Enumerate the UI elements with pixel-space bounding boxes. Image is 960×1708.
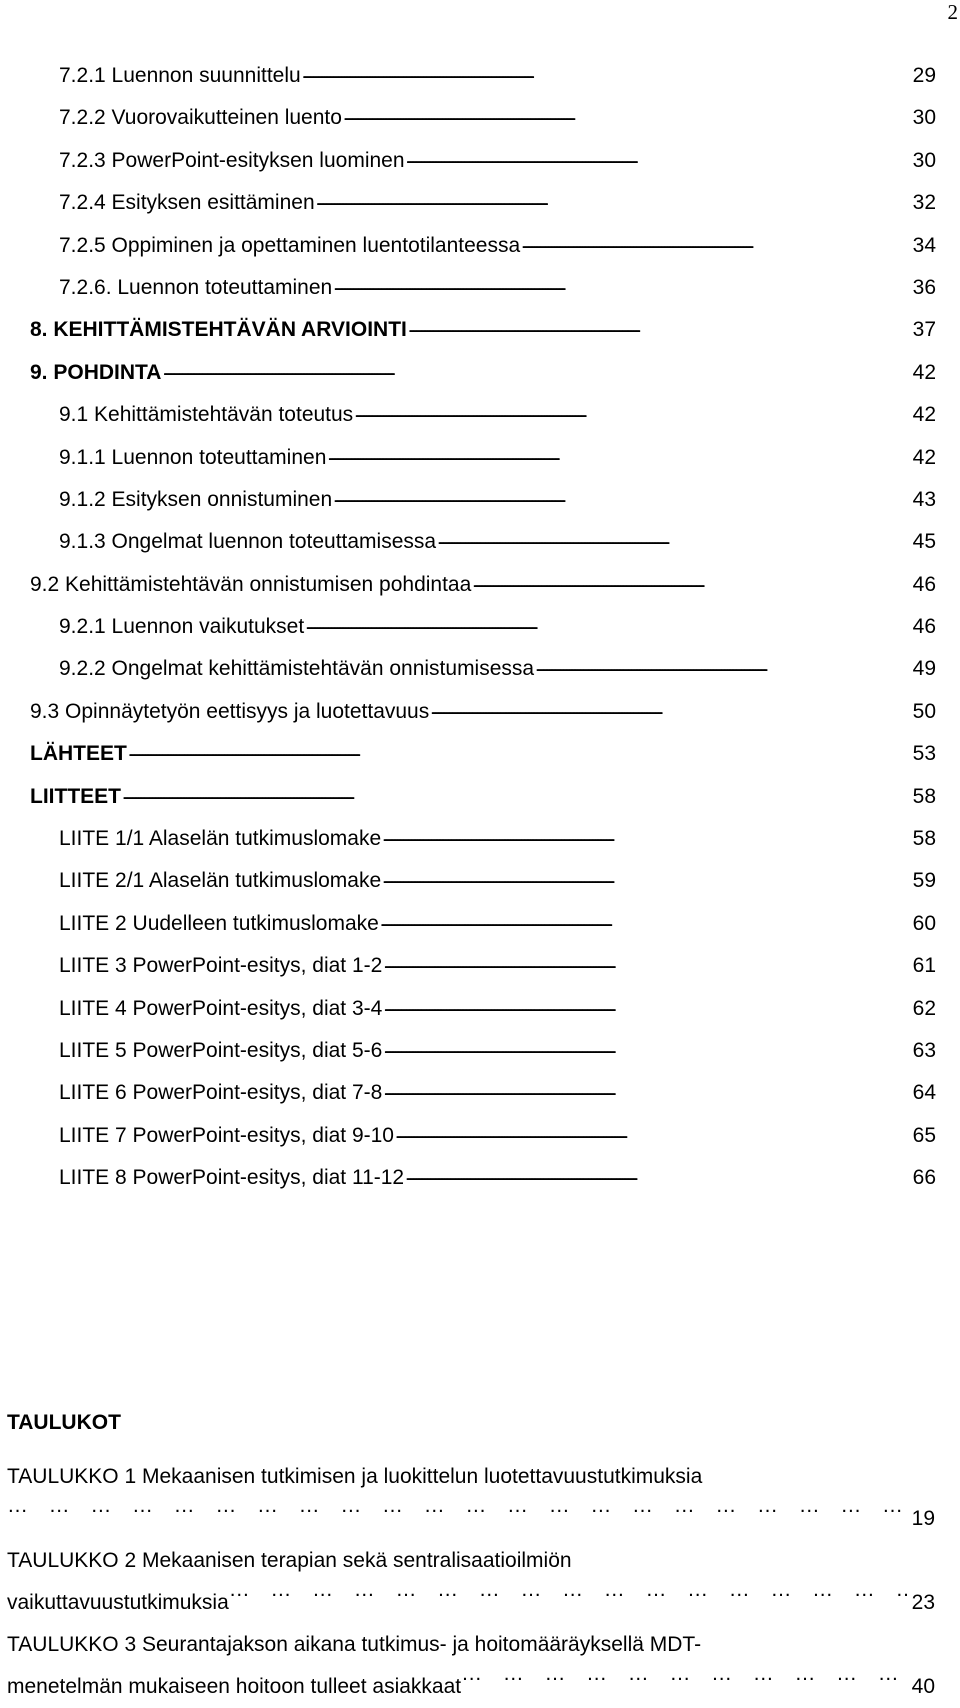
toc-dot-leader xyxy=(383,1037,911,1057)
toc-entry-label: LIITE 2 Uudelleen tutkimuslomake xyxy=(59,911,379,935)
toc-dot-leader xyxy=(430,698,911,718)
table-entry[interactable] xyxy=(7,1540,935,1624)
toc-entry-label: LIITTEET xyxy=(30,784,121,808)
toc-entry-page: 62 xyxy=(912,996,936,1020)
toc-entry-label: 9.2.1 Luennon vaikutukset xyxy=(59,615,305,639)
toc-dot-leader xyxy=(382,867,911,887)
toc-entry-page: 64 xyxy=(912,1081,936,1105)
toc-entry-page: 45 xyxy=(912,530,936,554)
toc-entry-label: LIITE 2/1 Alaselän tutkimuslomake xyxy=(59,869,382,893)
table-dot-leader xyxy=(229,1589,908,1609)
toc-entry[interactable] xyxy=(0,182,936,224)
toc-entry[interactable] xyxy=(0,945,936,987)
toc-entry[interactable] xyxy=(0,776,936,818)
toc-entry[interactable] xyxy=(0,606,936,648)
table-entry-title: TAULUKKO 2 Mekaanisen terapian sekä sentralisaatioilmiön xyxy=(7,1549,572,1572)
toc-entry[interactable] xyxy=(0,309,936,351)
toc-entry-page: 30 xyxy=(912,106,936,130)
toc-dot-leader xyxy=(437,528,912,548)
toc-entry[interactable] xyxy=(0,521,936,563)
toc-entry-label: LÄHTEET xyxy=(30,742,127,766)
page-number: 2 xyxy=(947,0,958,24)
toc-dot-leader xyxy=(383,995,911,1015)
toc-entry[interactable] xyxy=(0,225,936,267)
toc-entry[interactable] xyxy=(0,564,936,606)
table-dot-leader xyxy=(461,1673,908,1693)
toc-entry-page: 66 xyxy=(912,1166,936,1190)
tables-list xyxy=(7,1456,935,1708)
toc-entry-page: 53 xyxy=(912,742,936,766)
toc-entry-label: 9.1.1 Luennon toteuttaminen xyxy=(59,445,327,469)
toc-entry[interactable] xyxy=(0,733,936,775)
toc-entry[interactable] xyxy=(0,437,936,479)
toc-entry-page: 43 xyxy=(912,487,936,511)
toc-dot-leader xyxy=(343,104,912,124)
table-entry-continuation xyxy=(7,1498,935,1540)
toc-entry[interactable] xyxy=(0,860,936,902)
toc-dot-leader xyxy=(354,401,911,421)
toc-dot-leader xyxy=(406,147,912,167)
toc-entry-page: 50 xyxy=(912,699,936,723)
toc-entry-label: 9. POHDINTA xyxy=(30,360,162,384)
toc-dot-leader xyxy=(333,486,911,506)
toc-entry-page: 30 xyxy=(912,148,936,172)
toc-entry-page: 37 xyxy=(912,318,936,342)
toc-entry[interactable] xyxy=(0,97,936,139)
toc-entry-label: LIITE 3 PowerPoint-esitys, diat 1-2 xyxy=(59,954,383,978)
table-entry[interactable] xyxy=(7,1456,935,1540)
toc-entry-label: LIITE 8 PowerPoint-esitys, diat 11-12 xyxy=(59,1166,405,1190)
toc-entry-page: 46 xyxy=(912,615,936,639)
toc-dot-leader xyxy=(383,1079,911,1099)
toc-entry-label: 9.3 Opinnäytetyön eettisyys ja luotettavuus xyxy=(30,699,430,723)
toc-dot-leader xyxy=(405,1164,912,1184)
table-entry-title-continued: vaikuttavuustutkimuksia xyxy=(7,1591,229,1614)
toc-entry[interactable] xyxy=(0,479,936,521)
toc-dot-leader xyxy=(472,571,911,591)
toc-entry-label: 7.2.5 Oppiminen ja opettaminen luentotilanteessa xyxy=(59,233,521,257)
toc-entry-label: LIITE 7 PowerPoint-esitys, diat 9-10 xyxy=(59,1123,394,1147)
toc-entry[interactable] xyxy=(0,267,936,309)
table-entry-page: 23 xyxy=(911,1591,935,1614)
toc-entry-page: 49 xyxy=(912,657,936,681)
toc-entry-page: 58 xyxy=(912,784,936,808)
table-dot-leader xyxy=(7,1505,908,1525)
toc-entry-label: 8. KEHITTÄMISTEHTÄVÄN ARVIOINTI xyxy=(30,318,407,342)
table-entry[interactable] xyxy=(7,1624,935,1708)
toc-entry-page: 32 xyxy=(912,191,936,215)
toc-dot-leader xyxy=(302,62,912,82)
toc-entry[interactable] xyxy=(0,394,936,436)
toc-entry-page: 61 xyxy=(912,954,936,978)
toc-entry[interactable] xyxy=(0,988,936,1030)
tables-heading: TAULUKOT xyxy=(7,1411,121,1434)
toc-entry-label: 7.2.3 PowerPoint-esityksen luominen xyxy=(59,148,405,172)
toc-dot-leader xyxy=(333,274,911,294)
toc-dot-leader xyxy=(128,740,912,760)
table-entry-title: TAULUKKO 1 Mekaanisen tutkimisen ja luokittelun luotettavuustutkimuksia xyxy=(7,1465,703,1488)
toc-entry-label: 9.1.2 Esityksen onnistuminen xyxy=(59,487,333,511)
toc-entry-label: 9.2.2 Ongelmat kehittämistehtävän onnistumisessa xyxy=(59,657,535,681)
toc-entry-label: 7.2.2 Vuorovaikutteinen luento xyxy=(59,106,342,130)
toc-dot-leader xyxy=(521,232,912,252)
table-entry-title-continued: menetelmän mukaiseen hoitoon tulleet asiakkaat xyxy=(7,1675,462,1698)
toc-entry-page: 42 xyxy=(912,403,936,427)
toc-entry-page: 46 xyxy=(912,572,936,596)
toc-entry-label: 9.2 Kehittämistehtävän onnistumisen pohdintaa xyxy=(30,572,472,596)
toc-entry-page: 36 xyxy=(912,275,936,299)
toc-entry-page: 29 xyxy=(912,64,936,87)
toc-entry-page: 60 xyxy=(912,911,936,935)
toc-dot-leader xyxy=(380,910,912,930)
toc-entry-label: LIITE 1/1 Alaselän tutkimuslomake xyxy=(59,827,382,851)
toc-entry-label: 7.2.4 Esityksen esittäminen xyxy=(59,191,315,215)
toc-entry-label: 7.2.1 Luennon suunnittelu xyxy=(59,64,301,87)
toc-dot-leader xyxy=(305,613,911,633)
table-entry-continuation xyxy=(7,1666,935,1708)
toc-entry-label: LIITE 5 PowerPoint-esitys, diat 5-6 xyxy=(59,1038,383,1062)
toc-dot-leader xyxy=(162,359,911,379)
toc-entry-label: 7.2.6. Luennon toteuttaminen xyxy=(59,275,333,299)
toc-entry[interactable] xyxy=(0,140,936,182)
toc-entry[interactable] xyxy=(0,1115,936,1157)
toc-entry[interactable] xyxy=(0,1072,936,1114)
toc-entry[interactable] xyxy=(0,903,936,945)
toc-entry[interactable] xyxy=(0,818,936,860)
toc-dot-leader xyxy=(122,783,912,803)
toc-entry-page: 42 xyxy=(912,360,936,384)
toc-dot-leader xyxy=(382,825,911,845)
toc-entry[interactable] xyxy=(0,1030,936,1072)
toc-entry[interactable] xyxy=(0,1157,936,1199)
toc-entry-page: 42 xyxy=(912,445,936,469)
toc-entry[interactable] xyxy=(0,691,936,733)
toc-dot-leader xyxy=(535,655,912,675)
toc-entry[interactable] xyxy=(0,352,936,394)
toc-entry-page: 63 xyxy=(912,1038,936,1062)
table-entry-continuation xyxy=(7,1582,935,1624)
table-of-contents xyxy=(0,55,936,1200)
toc-dot-leader xyxy=(316,189,912,209)
toc-dot-leader xyxy=(327,444,911,464)
toc-entry[interactable] xyxy=(0,55,936,97)
table-entry-title: TAULUKKO 3 Seurantajakson aikana tutkimus- ja hoitomääräyksellä MDT- xyxy=(7,1633,702,1656)
toc-entry-page: 65 xyxy=(912,1123,936,1147)
toc-entry-page: 59 xyxy=(912,869,936,893)
table-entry-page: 40 xyxy=(911,1675,935,1698)
toc-dot-leader xyxy=(383,952,911,972)
toc-entry-label: LIITE 4 PowerPoint-esitys, diat 3-4 xyxy=(59,996,383,1020)
table-entry-page: 19 xyxy=(911,1507,935,1530)
toc-dot-leader xyxy=(408,316,912,336)
toc-entry-label: 9.1.3 Ongelmat luennon toteuttamisessa xyxy=(59,530,437,554)
toc-entry[interactable] xyxy=(0,648,936,690)
toc-entry-label: 9.1 Kehittämistehtävän toteutus xyxy=(59,403,354,427)
toc-entry-label: LIITE 6 PowerPoint-esitys, diat 7-8 xyxy=(59,1081,383,1105)
toc-dot-leader xyxy=(395,1122,912,1142)
toc-entry-page: 34 xyxy=(912,233,936,257)
toc-entry-page: 58 xyxy=(912,827,936,851)
